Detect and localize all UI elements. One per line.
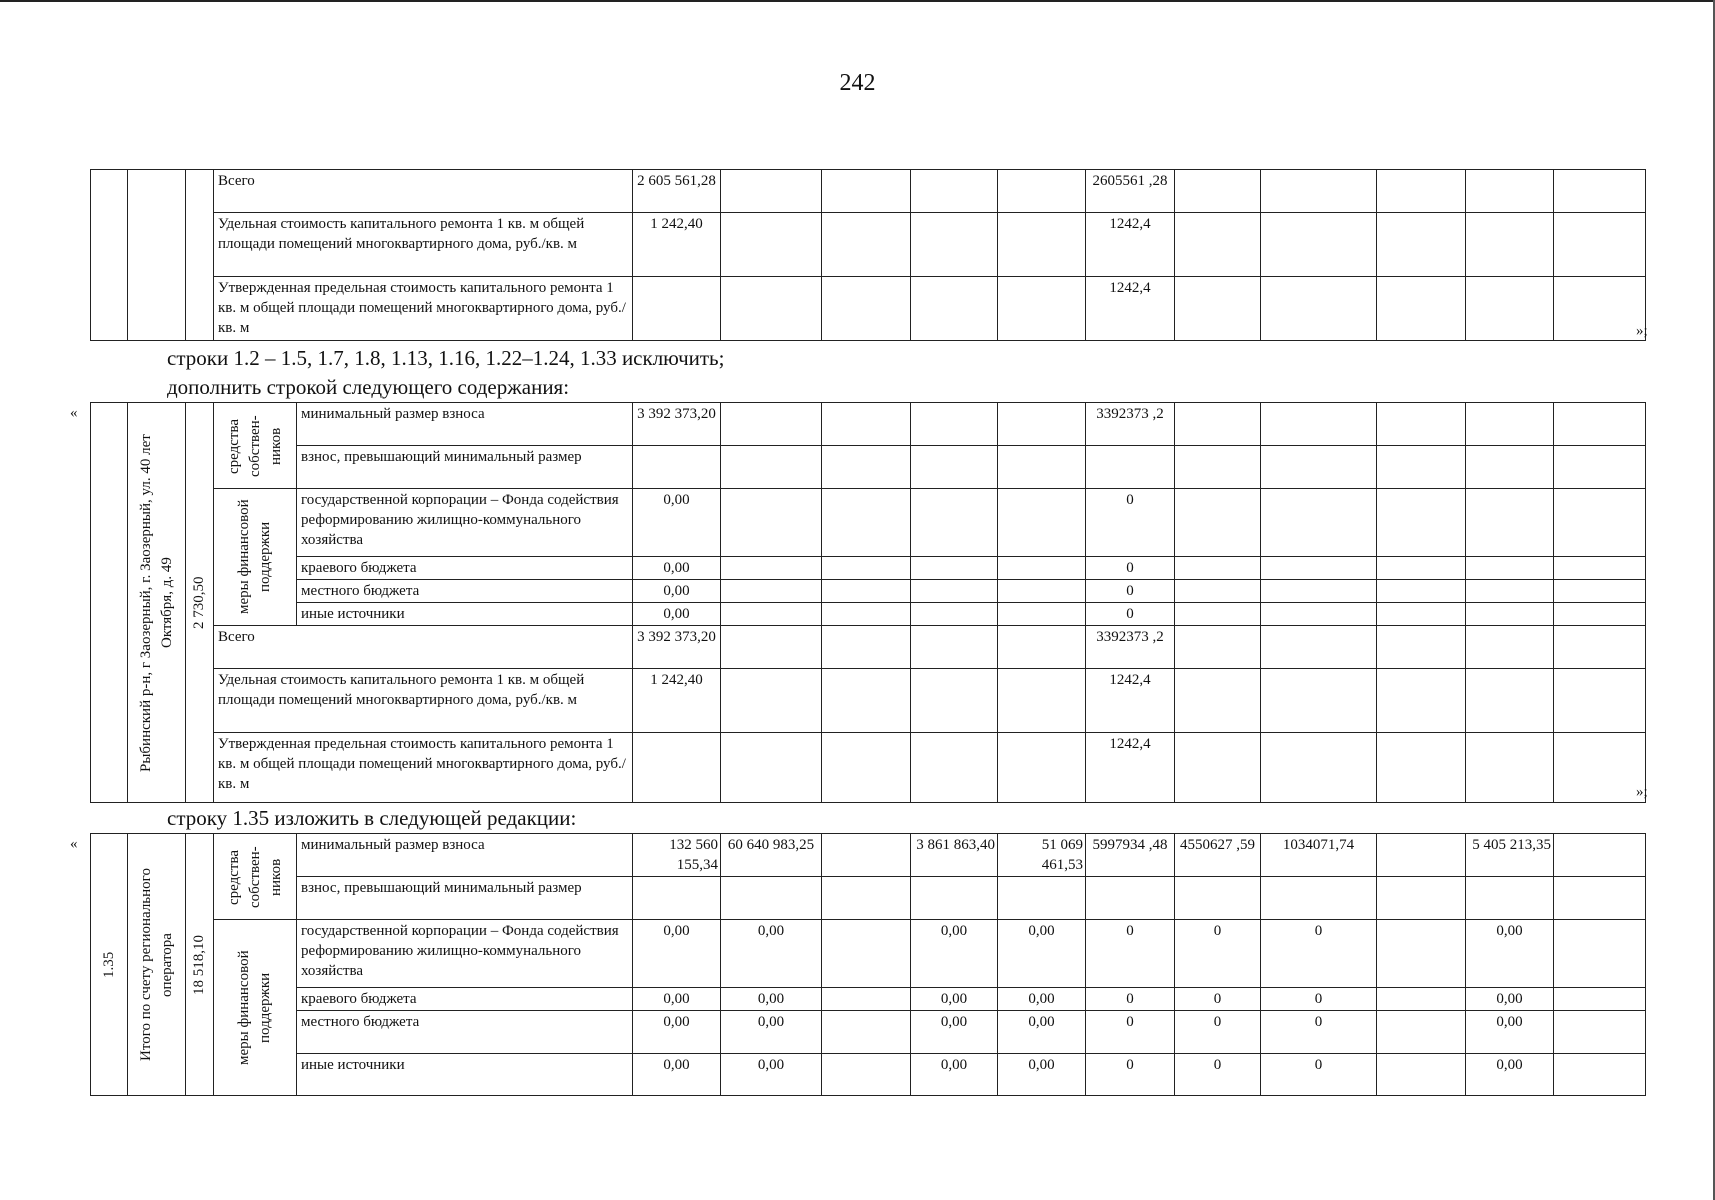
cell-regional-budget: 0,00 [1466, 988, 1554, 1011]
cell-unit-cost: 1242,4 [1086, 669, 1175, 733]
regional-budget-label: краевого бюджета [297, 988, 633, 1011]
table-row [91, 1011, 1646, 1054]
table-row [91, 834, 1646, 877]
cell-state-fund: 0 [1086, 920, 1175, 988]
cell-total: 3392373 ,2 [1086, 626, 1175, 669]
cell-total: 3 392 373,20 [633, 626, 721, 669]
row-name: Итого по счету регионального оператора [137, 868, 175, 1061]
cell-min-contribution: 132 560 155,34 [633, 834, 721, 877]
cell-approved-max-cost: 1242,4 [1086, 277, 1175, 341]
cell-unit-cost: 1 242,40 [633, 669, 721, 733]
cell-other-sources: 0 [1175, 1054, 1261, 1096]
cell-local-budget: 0,00 [633, 1011, 721, 1054]
min-contribution-label: минимальный размер взноса [297, 403, 633, 446]
unit-cost-label: Удельная стоимость капитального ремонта 1 кв. м общей площади помещений многоквартирного дома, руб./кв. м [214, 213, 633, 277]
cell-other-sources: 0,00 [1466, 1054, 1554, 1096]
cell-state-fund: 0,00 [721, 920, 822, 988]
cell-state-fund: 0 [1086, 489, 1175, 557]
other-sources-label: иные источники [297, 1054, 633, 1096]
cell-local-budget: 0,00 [911, 1011, 998, 1054]
table-row [91, 403, 1646, 446]
approved-max-cost-label: Утвержденная предельная стоимость капитального ремонта 1 кв. м общей площади помещений многоквартирного дома, руб./кв. м [214, 733, 633, 803]
total-label: Всего [214, 626, 633, 669]
cell-min-contribution: 1034071,74 [1261, 834, 1377, 877]
cell-regional-budget: 0 [1261, 988, 1377, 1011]
cell-regional-budget: 0 [1086, 557, 1175, 580]
cell-regional-budget: 0,00 [633, 557, 721, 580]
cell-other-sources: 0,00 [911, 1054, 998, 1096]
instruction-add-row: дополнить строкой следующего содержания: [167, 375, 570, 399]
cell-state-fund: 0 [1261, 920, 1377, 988]
cell-state-fund: 0 [1175, 920, 1261, 988]
cell-approved-max-cost: 1242,4 [1086, 733, 1175, 803]
cell-min-contribution: 5997934 ,48 [1086, 834, 1175, 877]
excess-contribution-label: взнос, превышающий минимальный размер [297, 877, 633, 920]
table-new-row [90, 402, 1646, 803]
state-fund-label: государственной корпорации – Фонда содействия реформированию жилищно-коммунального хозяйства [297, 920, 633, 988]
other-sources-label: иные источники [297, 603, 633, 626]
cell-local-budget: 0 [1086, 580, 1175, 603]
total-label: Всего [214, 170, 633, 213]
cell-min-contribution: 3392373 ,2 [1086, 403, 1175, 446]
unit-cost-label: Удельная стоимость капитального ремонта 1 кв. м общей площади помещений многоквартирного дома, руб./кв. м [214, 669, 633, 733]
table-row [91, 213, 1646, 277]
approved-max-cost-label: Утвержденная предельная стоимость капитального ремонта 1 кв. м общей площади помещений многоквартирного дома, руб./кв. м [214, 277, 633, 341]
table-row [91, 988, 1646, 1011]
table-row [91, 877, 1646, 920]
row-number: 1.35 [100, 951, 117, 978]
cell-min-contribution: 51 069 461,53 [998, 834, 1086, 877]
table-continuation [90, 169, 1646, 341]
cell-regional-budget: 0,00 [911, 988, 998, 1011]
cell-local-budget: 0,00 [633, 580, 721, 603]
cell-min-contribution: 5 405 213,35 [1466, 834, 1554, 877]
cell-other-sources: 0 [1261, 1054, 1377, 1096]
cell-other-sources: 0 [1086, 1054, 1175, 1096]
financial-support-label: меры финансовой поддержки [236, 499, 273, 615]
financial-support-label: меры финансовой поддержки [236, 950, 273, 1065]
cell-min-contribution: 60 640 983,25 [721, 834, 822, 877]
cell-local-budget: 0,00 [721, 1011, 822, 1054]
cell-state-fund: 0,00 [1466, 920, 1554, 988]
address-cell: Рыбинский р-н, г Заозерный, г. Заозерный, ул. 40 лет Октября, д. 49 [137, 433, 175, 772]
table-row [91, 489, 1646, 557]
cell-local-budget: 0,00 [1466, 1011, 1554, 1054]
cell-regional-budget: 0 [1086, 988, 1175, 1011]
table-row [91, 920, 1646, 988]
owners-funds-label: средства собствен-ников [225, 845, 284, 908]
cell-local-budget: 0,00 [998, 1011, 1086, 1054]
cell-regional-budget: 0,00 [998, 988, 1086, 1011]
cell-other-sources: 0,00 [633, 1054, 721, 1096]
table-row [91, 446, 1646, 489]
min-contribution-label: минимальный размер взноса [297, 834, 633, 877]
cell-min-contribution: 4550627 ,59 [1175, 834, 1261, 877]
excess-contribution-label: взнос, превышающий минимальный размер [297, 446, 633, 489]
cell-local-budget: 0 [1261, 1011, 1377, 1054]
table-row [91, 669, 1646, 733]
cell-state-fund: 0,00 [633, 920, 721, 988]
open-quote: « [70, 836, 78, 852]
cell-other-sources: 0 [1086, 603, 1175, 626]
cell-other-sources: 0,00 [721, 1054, 822, 1096]
local-budget-label: местного бюджета [297, 580, 633, 603]
cell-unit-cost: 1 242,40 [633, 213, 721, 277]
owners-funds-label: средства собствен-ников [225, 414, 284, 477]
cell-state-fund: 0,00 [911, 920, 998, 988]
table-row [91, 580, 1646, 603]
top-border [0, 0, 1715, 2]
cell-total: 2 605 561,28 [633, 170, 721, 213]
cell-local-budget: 0 [1086, 1011, 1175, 1054]
cell-other-sources: 0,00 [998, 1054, 1086, 1096]
table-row [91, 1054, 1646, 1096]
cell-state-fund: 0,00 [998, 920, 1086, 988]
cell-min-contribution: 3 861 863,40 [911, 834, 998, 877]
table-row [91, 277, 1646, 341]
area-cell: 18 518,10 [191, 934, 207, 995]
local-budget-label: местного бюджета [297, 1011, 633, 1054]
area-cell: 2 730,50 [191, 576, 207, 629]
table-row [91, 733, 1646, 803]
table-row-135 [90, 833, 1646, 1096]
cell-regional-budget: 0,00 [721, 988, 822, 1011]
table-row [91, 626, 1646, 669]
page-number: 242 [839, 70, 876, 96]
instruction-edit-row: строку 1.35 изложить в следующей редакции: [167, 806, 577, 830]
cell-regional-budget: 0,00 [633, 988, 721, 1011]
state-fund-label: государственной корпорации – Фонда содействия реформированию жилищно-коммунального хозяйства [297, 489, 633, 557]
cell-local-budget: 0 [1175, 1011, 1261, 1054]
regional-budget-label: краевого бюджета [297, 557, 633, 580]
open-quote: « [70, 405, 78, 421]
close-quote: »; [1636, 784, 1648, 800]
cell-other-sources: 0,00 [633, 603, 721, 626]
table-row [91, 170, 1646, 213]
table-row [91, 603, 1646, 626]
table-row [91, 557, 1646, 580]
cell-state-fund: 0,00 [633, 489, 721, 557]
cell-regional-budget: 0 [1175, 988, 1261, 1011]
instruction-exclude-rows: строки 1.2 – 1.5, 1.7, 1.8, 1.13, 1.16, 1.22–1.24, 1.33 исключить; [167, 346, 725, 370]
close-quote: »; [1636, 323, 1648, 339]
cell-min-contribution: 3 392 373,20 [633, 403, 721, 446]
cell-total: 2605561 ,28 [1086, 170, 1175, 213]
cell-unit-cost: 1242,4 [1086, 213, 1175, 277]
